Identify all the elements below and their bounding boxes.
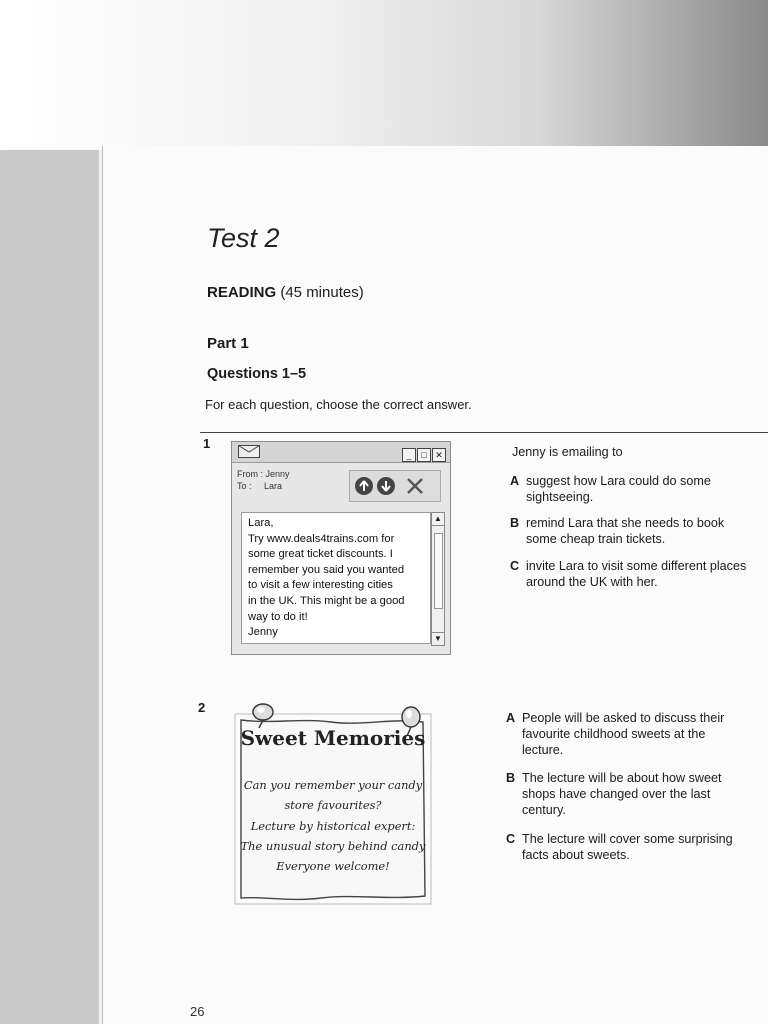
envelope-icon [238,445,260,458]
email-body [248,516,426,641]
question1-prompt: Jenny is emailing to [512,445,623,459]
questions-heading: Questions 1–5 [207,366,307,382]
window-buttons [401,445,446,463]
maximize-icon[interactable]: □ [417,448,431,462]
test-title: Test 2 [207,223,280,253]
section-name: READING [207,284,277,301]
answer-option-b[interactable] [510,515,724,547]
answer-option-c[interactable] [510,558,746,590]
page-number: 26 [190,1004,205,1019]
background-shadow [0,0,768,150]
option-text-line: century. [522,803,566,817]
section-duration: (45 minutes) [280,284,364,301]
answer-option-a[interactable] [510,473,711,505]
email-window [231,441,451,655]
option-text-line: lecture. [522,743,564,757]
email-titlebar [232,442,450,463]
email-nav-icons [350,471,440,501]
to-value: Lara [264,481,283,491]
answer-option-a[interactable] [506,710,724,758]
poster-line: The unusual story behind candy [240,839,426,853]
poster-title: Sweet Memories [240,726,426,750]
up-arrow-icon[interactable] [355,477,373,495]
option-text [522,770,722,818]
to-label: To : [237,481,252,491]
answer-option-c[interactable] [506,831,733,863]
email-line: Jenny [248,626,278,639]
email-line: to visit a few interesting cities [248,579,393,592]
option-letter: B [506,771,516,785]
answer-option-b[interactable] [506,770,722,818]
email-header [237,468,348,502]
option-text-line: sightseeing. [526,490,594,504]
notice-poster [231,700,441,910]
option-text-line: shops have changed over the last [522,787,711,801]
email-line: some great ticket discounts. I [248,548,393,561]
email-to-row [237,480,348,492]
poster-line: store favourites? [284,798,382,812]
poster-line: Lecture by historical expert: [250,819,416,833]
poster-line: Everyone welcome! [276,859,390,873]
part-heading: Part 1 [207,335,249,352]
divider-line [200,432,768,433]
email-line: way to do it! [248,610,308,623]
poster-line: Can you remember your candy [243,778,423,792]
email-scrollbar[interactable] [431,512,445,646]
scroll-up-icon[interactable]: ▲ [432,513,444,526]
email-line: in the UK. This might be a good [248,594,405,607]
scroll-down-icon[interactable]: ▼ [432,632,444,645]
question-number-1: 1 [203,436,211,451]
option-text-line: People will be asked to discuss their [522,711,725,725]
option-text [526,473,711,505]
option-letter: C [510,559,520,573]
from-value: Jenny [265,469,290,479]
section-heading [207,284,364,301]
email-nav-controls [349,470,441,502]
option-text-line: favourite childhood sweets at the [522,727,706,741]
scroll-thumb[interactable] [434,533,443,609]
option-text-line: remind Lara that she needs to book [526,516,725,530]
option-text-line: around the UK with her. [526,575,658,589]
option-letter: C [506,832,516,846]
option-text [522,710,724,758]
instruction-text: For each question, choose the correct answer. [205,397,472,412]
option-text-line: The lecture will be about how sweet [522,771,722,785]
option-letter: A [506,711,516,725]
close-icon[interactable]: ✕ [432,448,446,462]
option-letter: B [510,516,520,530]
from-label: From : [237,469,263,479]
email-line: Try www.deals4trains.com for [248,532,395,545]
email-line: Lara, [248,517,274,529]
email-line: remember you said you wanted [248,563,405,576]
question-number-2: 2 [198,700,206,715]
option-text-line: facts about sweets. [522,848,630,862]
option-text [522,831,733,863]
option-text [526,558,746,590]
option-text-line: The lecture will cover some surprising [522,832,733,846]
option-text-line: some cheap train tickets. [526,532,666,546]
email-from-row [237,468,348,480]
option-text-line: suggest how Lara could do some [526,474,711,488]
down-arrow-icon[interactable] [377,477,395,495]
email-message-pane[interactable] [241,512,431,644]
minimize-icon[interactable]: _ [402,448,416,462]
delete-icon[interactable] [408,479,422,493]
option-text-line: invite Lara to visit some different places [526,559,747,573]
option-letter: A [510,474,520,488]
option-text [526,515,724,547]
